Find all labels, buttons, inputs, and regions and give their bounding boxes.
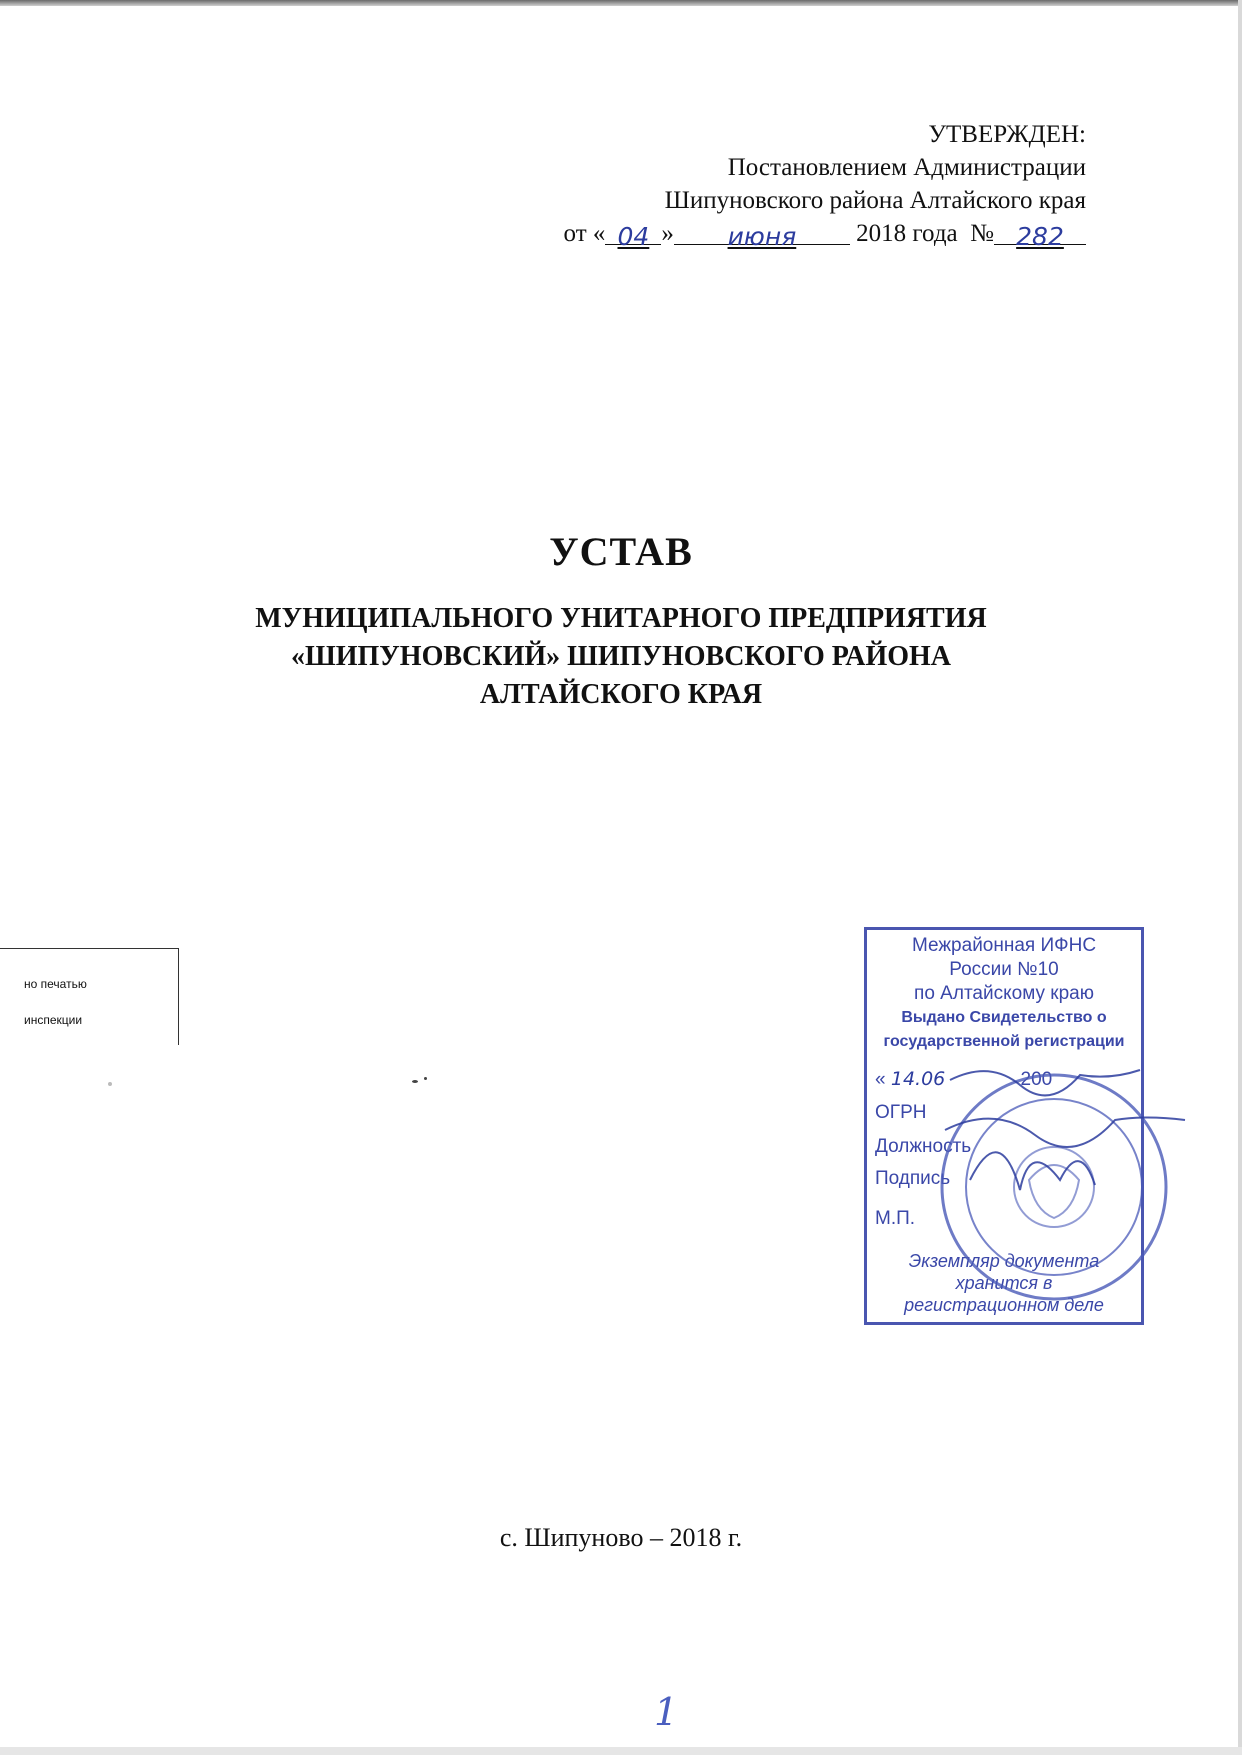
document-title: УСТАВ [549, 529, 693, 574]
scan-edge-bottom [0, 1747, 1242, 1755]
number-handwritten: 282 [1016, 222, 1064, 251]
month-field [674, 220, 850, 251]
approval-date-line [564, 217, 1086, 250]
stamp-line-5: государственной регистрации [883, 1033, 1125, 1050]
page-number: 1 [654, 1690, 679, 1734]
stamp-ogrn-label: ОГРН [875, 1102, 927, 1123]
quote-close: » [661, 220, 674, 247]
stamp-note-line-2: хранится в [955, 1273, 1053, 1293]
stamp-position-label: Должность [875, 1136, 972, 1157]
approval-block [564, 118, 1086, 250]
scan-speck [424, 1077, 427, 1080]
subtitle-line-3: АЛТАЙСКОГО КРАЯ [479, 679, 763, 710]
day-handwritten: 04 [617, 222, 650, 251]
approval-line-resolution: Постановлением Администрации [727, 154, 1086, 181]
day-field [605, 220, 661, 251]
stamp-date-label: « [875, 1069, 886, 1090]
document-subtitle [0, 600, 1242, 714]
scan-speck [108, 1082, 112, 1086]
fragment-line-1: но печатью [24, 977, 87, 991]
fragment-line-2: инспекции [24, 1013, 83, 1027]
stamp-date-handwritten: 14.06 [890, 1068, 946, 1090]
stamp-mp-label: М.П. [875, 1208, 916, 1229]
approval-line-district: Шипуновского района Алтайского края [664, 187, 1086, 214]
stamp-line-2: России №10 [949, 959, 1059, 980]
scan-edge-right [1238, 0, 1242, 1755]
stamp-line-1: Межрайонная ИФНС [911, 935, 1097, 956]
scan-speck [412, 1080, 418, 1083]
number-sign: № [970, 220, 994, 247]
subtitle-line-1: МУНИЦИПАЛЬНОГО УНИТАРНОГО ПРЕДПРИЯТИЯ [255, 603, 987, 634]
date-prefix: от « [563, 220, 606, 247]
stamp-line-4: Выдано Свидетельство о [901, 1009, 1107, 1026]
scan-edge-top [0, 0, 1242, 6]
stamp-note-line-1: Экземпляр документа [908, 1251, 1100, 1271]
month-handwritten: июня [727, 222, 797, 251]
stamp-signature-label: Подпись [875, 1168, 951, 1189]
number-field [994, 220, 1086, 251]
year-text: 2018 года [856, 220, 958, 247]
subtitle-line-2: «ШИПУНОВСКИЙ» ШИПУНОВСКОГО РАЙОНА [290, 641, 952, 672]
stamp-line-3: по Алтайскому краю [914, 983, 1094, 1004]
signature-scribble [930, 1050, 1210, 1220]
stamp-year-label: 200 [1020, 1069, 1053, 1090]
stamp-note-line-3: регистрационном деле [904, 1295, 1104, 1315]
partial-stamp-fragment [0, 948, 179, 1045]
approval-heading: УТВЕРЖДЕН: [928, 121, 1086, 148]
place-and-year: с. Шипуново – 2018 г. [499, 1523, 743, 1552]
